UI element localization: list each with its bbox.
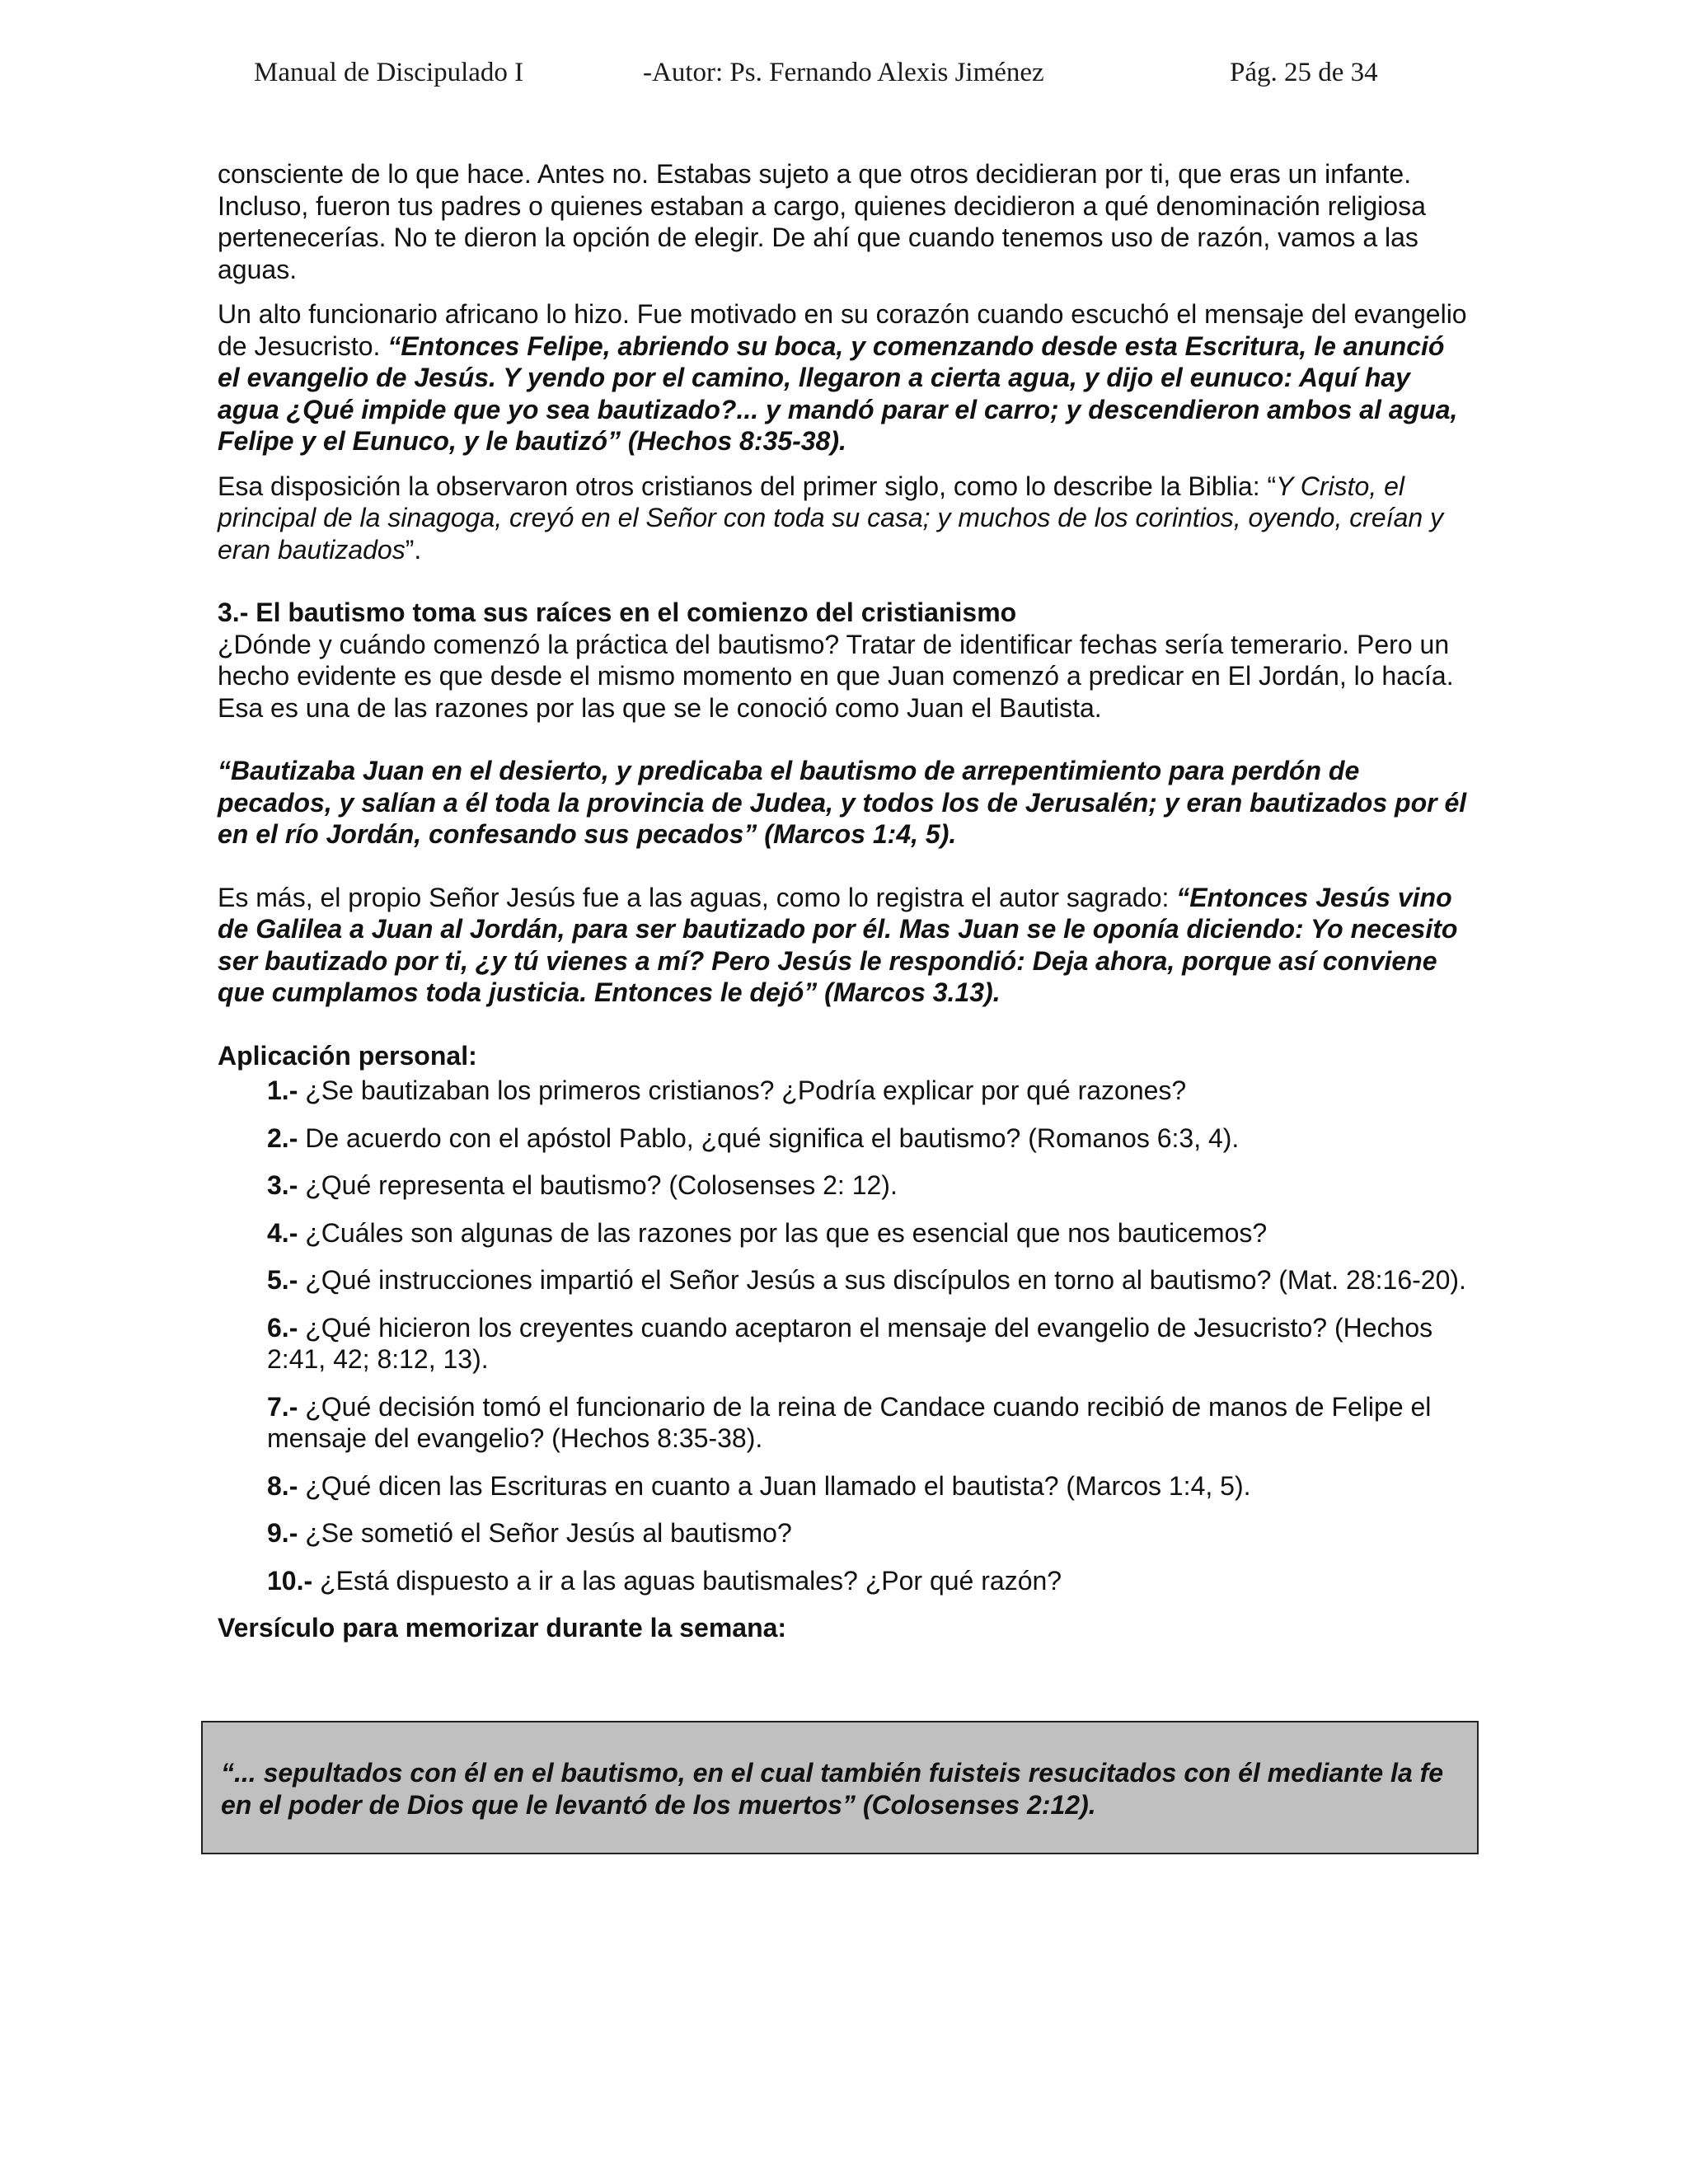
paragraph-3-quote: Y Cristo, el principal de la sinagoga, creyó en el Señor con toda su casa; y muchos de los corintios, oyendo, creían y eran bautizados	[218, 471, 1444, 565]
question-item: 8.- ¿Qué dicen las Escrituras en cuanto a Juan llamado el bautista? (Marcos 1:4, 5).	[267, 1470, 1251, 1501]
question-item: 1.- ¿Se bautizaban los primeros cristianos? ¿Podría explicar por qué razones?	[267, 1076, 1187, 1105]
paragraph-2	[218, 298, 1470, 457]
paragraph-4: ¿Dónde y cuándo comenzó la práctica del bautismo? Tratar de identificar fechas sería temerario. Pero un hecho evidente es que desde el mismo momento en que Juan comenzó a predicar en El Jordán, lo hacía. Esa es una de las razones por las que se le conoció como Juan el Bautista.	[218, 629, 1454, 723]
question-item: 6.- ¿Qué hicieron los creyentes cuando aceptaron el mensaje del evangelio de Jesucristo? (Hechos 2:41, 42; 8:12, 13).	[267, 1312, 1433, 1374]
paragraph-2-text: Un alto funcionario africano lo hizo. Fue motivado en su corazón cuando escuchó el mensaje del evangelio de Jesucristo.	[218, 299, 1467, 361]
question-item: 10.- ¿Está dispuesto a ir a las aguas bautismales? ¿Por qué razón?	[267, 1565, 1062, 1596]
application-heading: Aplicación personal:	[218, 1040, 477, 1071]
document-body	[218, 158, 1470, 1644]
question-item: 9.- ¿Se sometió el Señor Jesús al bautismo?	[267, 1518, 792, 1548]
application-questions	[267, 1075, 1479, 1596]
paragraph-2-quote: “Entonces Felipe, abriendo su boca, y comenzando desde esta Escritura, le anunció el evangelio de Jesús. Y yendo por el camino, llegaron a cierta agua, y dijo el eunuco: Aquí hay agua ¿Qué impide que yo sea bautizado?... y mandó parar el carro; y descendieron ambos al agua, Felipe y el Eunuco, y le bautizó” (Hechos 8:35-38).	[218, 330, 1458, 456]
paragraph-3-text: Esa disposición la observaron otros cristianos del primer siglo, como lo describe la Biblia: “	[218, 471, 1277, 501]
question-item: 4.- ¿Cuáles son algunas de las razones por las que es esencial que nos bauticemos?	[267, 1217, 1268, 1248]
header-author: -Autor: Ps. Fernando Alexis Jiménez	[643, 58, 1044, 87]
question-item: 5.- ¿Qué instrucciones impartió el Señor Jesús a sus discípulos en torno al bautismo? (Mat. 28:16-20).	[267, 1265, 1466, 1295]
header-page-number: Pág. 25 de 34	[1230, 58, 1378, 87]
header-manual-title: Manual de Discipulado I	[254, 58, 524, 87]
question-item: 7.- ¿Qué decisión tomó el funcionario de la reina de Candace cuando recibió de manos de Felipe el mensaje del evangelio? (Hechos 8:35-38).	[267, 1391, 1432, 1453]
memory-verse-box	[201, 1721, 1479, 1854]
section-heading: 3.- El bautismo toma sus raíces en el comienzo del cristianismo	[218, 598, 1017, 627]
paragraph-1: consciente de lo que hace. Antes no. Estabas sujeto a que otros decidieran por ti, que eras un infante. Incluso, fueron tus padres o quienes estaban a cargo, quienes decidieron a qué denominación religiosa pertenecerías. No te dieron la opción de elegir. De ahí que cuando tenemos uso de razón, vamos a las aguas.	[218, 159, 1426, 284]
memory-verse-text: “... sepultados con él en el bautismo, en el cual también fuisteis resucitados con él mediante la fe en el poder de Dios que le levantó de los muertos” (Colosenses 2:12).	[221, 1758, 1444, 1820]
page-header	[0, 58, 1688, 99]
paragraph-6-quote: “Entonces Jesús vino de Galilea a Juan al Jordán, para ser bautizado por él. Mas Juan se le oponía diciendo: Yo necesito ser bautizado por ti, ¿y tú vienes a mí? Pero Jesús le respondió: Deja ahora, porque así conviene que cumplamos toda justicia. Entonces le dejó” (Marcos 3.13).	[218, 882, 1458, 1007]
paragraph-3-end: ”.	[405, 534, 422, 565]
memory-verse-heading: Versículo para memorizar durante la semana:	[218, 1613, 787, 1643]
paragraph-5-quote: “Bautizaba Juan en el desierto, y predicaba el bautismo de arrepentimiento para perdón de pecados, y salían a él toda la provincia de Judea, y todos los de Jerusalén; y eran bautizados por él en el río Jordán, confesando sus pecados” (Marcos 1:4, 5).	[218, 756, 1467, 849]
paragraph-3	[218, 471, 1470, 566]
question-item: 2.- De acuerdo con el apóstol Pablo, ¿qué significa el bautismo? (Romanos 6:3, 4).	[267, 1122, 1240, 1153]
question-item: 3.- ¿Qué representa el bautismo? (Colosenses 2: 12).	[267, 1170, 898, 1200]
paragraph-6	[218, 882, 1470, 1009]
paragraph-6-text: Es más, el propio Señor Jesús fue a las aguas, como lo registra el autor sagrado:	[218, 882, 1177, 912]
